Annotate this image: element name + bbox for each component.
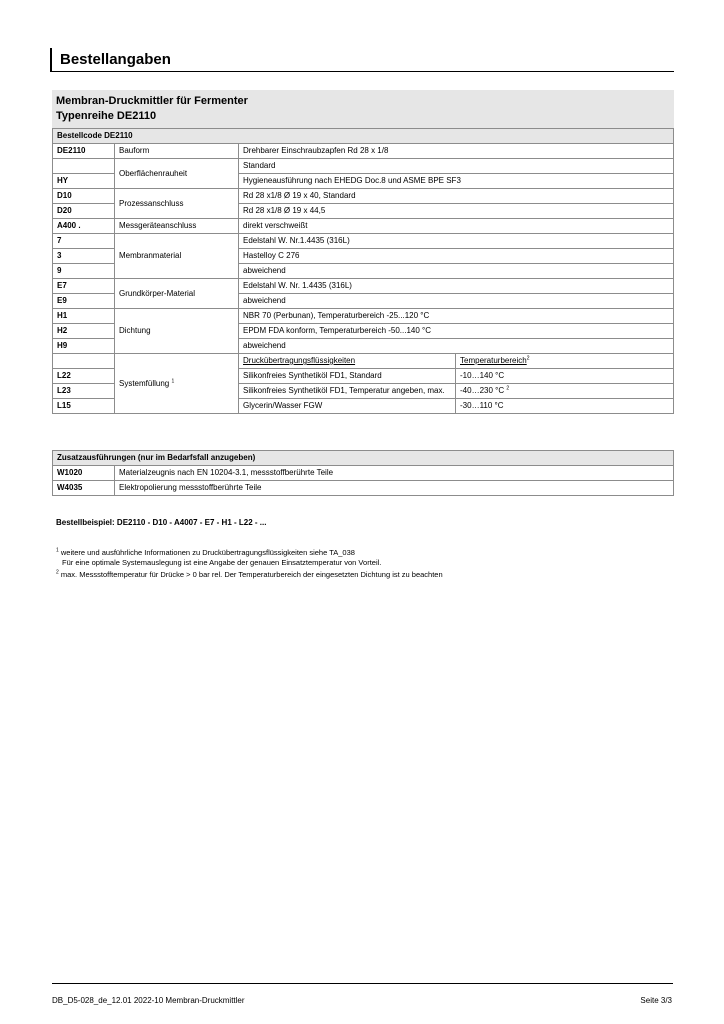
- description-cell: Drehbarer Einschraubzapfen Rd 28 x 1/8: [239, 144, 674, 159]
- description-cell: abweichend: [239, 264, 674, 279]
- footnote-mark: 2: [56, 569, 59, 576]
- group-cell: Messgeräteanschluss: [115, 219, 239, 234]
- description-cell: Hygieneausführung nach EHEDG Doc.8 und ASME BPE SF3: [239, 174, 674, 189]
- footnote-1: [56, 548, 355, 558]
- code-cell: 3: [53, 249, 115, 264]
- description-cell: abweichend: [239, 294, 674, 309]
- description-cell: Hastelloy C 276: [239, 249, 674, 264]
- code-cell: [53, 159, 115, 174]
- group-label: Systemfüllung: [119, 378, 170, 388]
- fluid-cell: Silikonfreies Synthetiköl FD1, Standard: [239, 369, 456, 384]
- footnote-text: weitere und ausführliche Informationen zu Druckübertragungsflüssigkeiten siehe TA_038: [58, 548, 355, 557]
- order-example: Bestellbeispiel: DE2110 - D10 - A4007 - E7 - H1 - L22 - ...: [56, 518, 267, 527]
- table-row: [53, 354, 674, 369]
- group-cell: Membranmaterial: [115, 234, 239, 279]
- footnote-ref: 2: [506, 385, 510, 392]
- code-cell: W4035: [53, 481, 115, 496]
- order-code-header: Bestellcode DE2110: [53, 129, 674, 144]
- temp-value: -40…230 °C: [460, 386, 505, 395]
- footnote-1-continuation: Für eine optimale Systemauslegung ist eine Angabe der genauen Einsatztemperatur von Vorteil.: [62, 558, 382, 567]
- footnote-mark: 1: [56, 547, 59, 554]
- description-cell: direkt verschweißt: [239, 219, 674, 234]
- code-cell: E7: [53, 279, 115, 294]
- description-cell: NBR 70 (Perbunan), Temperaturbereich -25...120 °C: [239, 309, 674, 324]
- description-cell: Materialzeugnis nach EN 10204-3.1, messstoffberührte Teile: [115, 466, 674, 481]
- group-cell-systemfuellung: [115, 354, 239, 414]
- description-cell: Edelstahl W. Nr. 1.4435 (316L): [239, 279, 674, 294]
- description-cell: Standard: [239, 159, 674, 174]
- footnote-2: [56, 570, 443, 580]
- section-header: [52, 90, 674, 128]
- temp-cell: [456, 384, 674, 399]
- footnote-ref: 2: [526, 355, 530, 362]
- description-cell: Edelstahl W. Nr.1.4435 (316L): [239, 234, 674, 249]
- table-row: [53, 159, 674, 174]
- code-cell: D10: [53, 189, 115, 204]
- footnote-text: max. Messstofftemperatur für Drücke > 0 bar rel. Der Temperaturbereich der eingesetzten Dichtung ist zu beachten: [58, 570, 443, 579]
- table-row: [53, 189, 674, 204]
- code-cell: W1020: [53, 466, 115, 481]
- code-cell: DE2110: [53, 144, 115, 159]
- section-title: Membran-Druckmittler für Fermenter: [56, 95, 248, 107]
- table-row: [53, 234, 674, 249]
- column-header-label: Temperaturbereich: [460, 356, 527, 365]
- description-cell: Rd 28 x1/8 Ø 19 x 44,5: [239, 204, 674, 219]
- footer-divider: [52, 983, 673, 984]
- table-row: [53, 309, 674, 324]
- extras-table: [52, 450, 674, 496]
- fluid-cell: Silikonfreies Synthetiköl FD1, Temperatur angeben, max.: [239, 384, 456, 399]
- code-cell: L23: [53, 384, 115, 399]
- column-header-label: Druckübertragungsflüssigkeiten: [243, 356, 356, 365]
- table-row: [53, 279, 674, 294]
- table-row: [53, 481, 674, 496]
- group-cell: Bauform: [115, 144, 239, 159]
- page-heading: [50, 48, 674, 72]
- code-cell: H9: [53, 339, 115, 354]
- page-title: Bestellangaben: [60, 51, 171, 68]
- column-header-fluid: [239, 354, 456, 369]
- order-code-table: [52, 128, 674, 414]
- code-cell: E9: [53, 294, 115, 309]
- description-cell: abweichend: [239, 339, 674, 354]
- code-cell: H2: [53, 324, 115, 339]
- footnote-ref: 1: [171, 377, 175, 384]
- temp-cell: -10…140 °C: [456, 369, 674, 384]
- group-cell: Dichtung: [115, 309, 239, 354]
- column-header-temp: [456, 354, 674, 369]
- fluid-cell: Glycerin/Wasser FGW: [239, 399, 456, 414]
- section-subtitle: Typenreihe DE2110: [56, 110, 157, 122]
- extras-header: Zusatzausführungen (nur im Bedarfsfall anzugeben): [53, 451, 674, 466]
- group-cell: Oberflächenrauheit: [115, 159, 239, 189]
- code-cell: 9: [53, 264, 115, 279]
- code-cell: HY: [53, 174, 115, 189]
- footer-page-number: Seite 3/3: [640, 996, 672, 1005]
- code-cell: 7: [53, 234, 115, 249]
- group-cell: Grundkörper-Material: [115, 279, 239, 309]
- description-cell: EPDM FDA konform, Temperaturbereich -50...140 °C: [239, 324, 674, 339]
- description-cell: Elektropolierung messstoffberührte Teile: [115, 481, 674, 496]
- code-cell: H1: [53, 309, 115, 324]
- footer-document-id: DB_D5-028_de_12.01 2022-10 Membran-Druckmittler: [52, 996, 245, 1005]
- description-cell: Rd 28 x1/8 Ø 19 x 40, Standard: [239, 189, 674, 204]
- table-row: [53, 466, 674, 481]
- code-cell: L15: [53, 399, 115, 414]
- code-cell: L22: [53, 369, 115, 384]
- table-row: [53, 144, 674, 159]
- code-cell: [53, 354, 115, 369]
- group-cell: Prozessanschluss: [115, 189, 239, 219]
- temp-cell: -30…110 °C: [456, 399, 674, 414]
- code-cell: D20: [53, 204, 115, 219]
- code-cell: A400 .: [53, 219, 115, 234]
- table-row: [53, 219, 674, 234]
